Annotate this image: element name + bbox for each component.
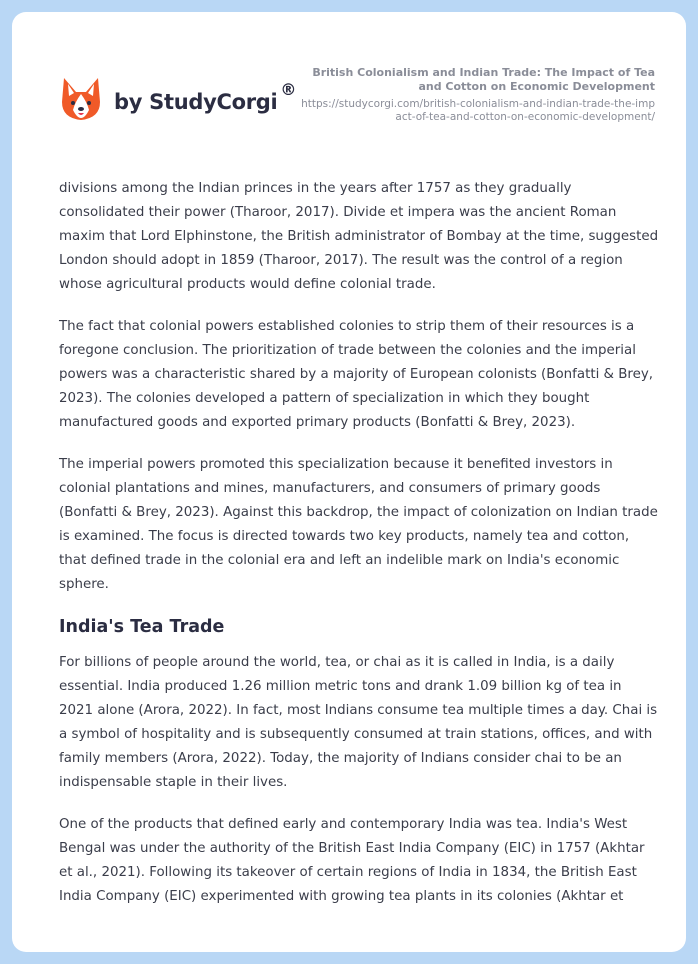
document-body: [59, 177, 659, 927]
paragraph: The imperial powers promoted this specialization because it benefited investors in colonial plantations and mines, manufacturers, and consumers of primary goods (Bonfatti & Brey, 2023). Against this backdrop, the impact of colonization on Indian trade is examined. The focus is directed towards two key products, namely tea and cotton, that defined trade in the colonial era and left an indelible mark on India's economic sphere.: [59, 457, 658, 592]
studycorgi-logo[interactable]: [60, 76, 296, 122]
logo-text: by StudyCorgi: [114, 90, 278, 114]
section-heading: India's Tea Trade: [59, 617, 225, 637]
paragraph: divisions among the Indian princes in the years after 1757 as they gradually consolidated their power (Tharoor, 2017). Divide et impera was the ancient Roman maxim that Lord Elphinstone, the British administrator of Bombay at the time, suggested London should adopt in 1859 (Tharoor, 2017). The result was the control of a region whose agricultural products would define colonial trade.: [59, 181, 659, 292]
paragraph: For billions of people around the world, tea, or chai as it is called in India, is a daily essential. India produced 1.26 million metric tons and drank 1.09 billion kg of tea in 2021 alone (Arora, 2022). In fact, most Indians consume tea multiple times a day. Chai is a symbol of hospitality and is subsequently consumed at train stations, offices, and with family members (Arora, 2022). Today, the majority of Indians consider chai to be an indispensable staple in their lives.: [59, 655, 658, 790]
document-meta: [295, 66, 655, 124]
paragraph: The fact that colonial powers established colonies to strip them of their resources is a foregone conclusion. The prioritization of trade between the colonies and the imperial powers was a characteristic shared by a majority of European colonists (Bonfatti & Brey, 2023). The colonies developed a pattern of specialization in which they bought manufactured goods and exported primary products (Bonfatti & Brey, 2023).: [59, 319, 654, 430]
document-url[interactable]: https://studycorgi.com/british-colonialism-and-indian-trade-the-impact-of-tea-and-cotton-on-economic-development/: [301, 98, 655, 123]
paragraph: One of the products that defined early and contemporary India was tea. India's West Bengal was under the authority of the British East India Company (EIC) in 1757 (Akhtar et al., 2021). Following its takeover of certain regions of India in 1834, the British East India Company (EIC) experimented with growing tea plants in its colonies (Akhtar et: [59, 817, 645, 904]
registered-mark: ®: [280, 79, 297, 99]
document-title: British Colonialism and Indian Trade: The Impact of Tea and Cotton on Economic Development: [312, 66, 655, 93]
page-header: [12, 12, 686, 142]
corgi-logo-icon: [60, 76, 102, 122]
document-page: [12, 12, 686, 952]
